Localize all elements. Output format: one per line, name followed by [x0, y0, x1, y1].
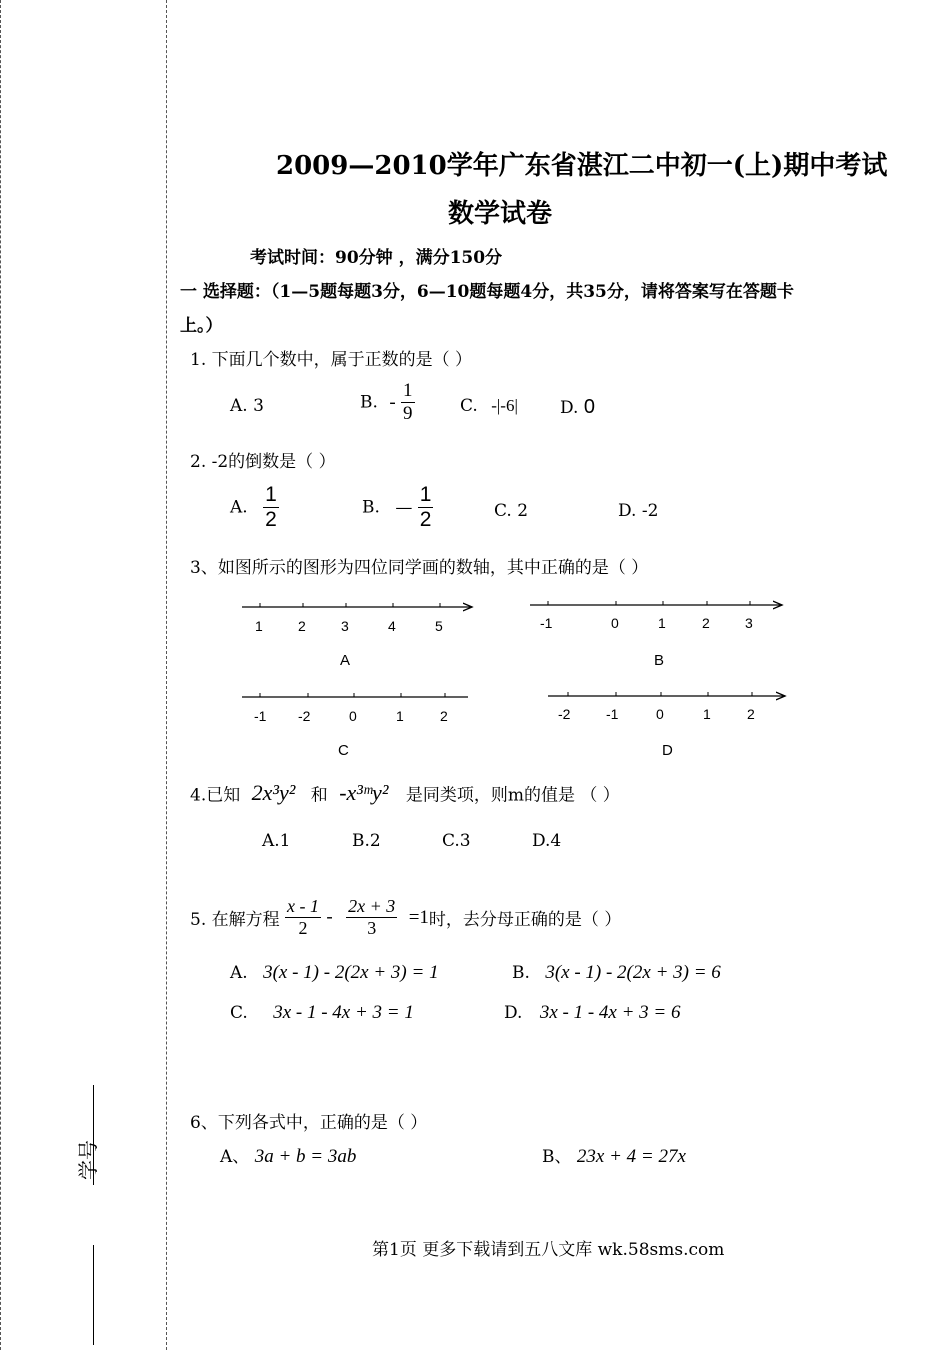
q5-option-c	[230, 1002, 414, 1024]
q2-a-label: A.	[230, 497, 248, 518]
q6-a-label: A、	[220, 1147, 250, 1167]
q5-equals: =1	[408, 906, 429, 928]
q2-a-fraction	[263, 483, 279, 532]
student-id-line-bottom	[93, 1245, 94, 1345]
question-1: 1. 下面几个数中，属于正数的是（ ）	[190, 350, 473, 370]
q5-d-label: D.	[504, 1003, 523, 1023]
q2-option-b	[362, 483, 433, 532]
q5-option-a	[230, 962, 439, 984]
q5-minus: -	[326, 906, 333, 928]
axis-a-tick-2: 3	[341, 618, 349, 634]
q2-a-numerator: 1	[265, 483, 277, 506]
q4-option-d: D.4	[532, 831, 562, 851]
q2-option-d: D. -2	[618, 501, 659, 521]
q1-b-fraction	[401, 380, 415, 425]
q4-mid: 和	[310, 785, 328, 806]
q4-option-b: B.2	[352, 831, 381, 851]
q2-b-numerator: 1	[419, 483, 432, 506]
number-line-d	[548, 692, 785, 759]
student-id-label: 学号	[76, 1140, 100, 1180]
axis-c-label: C	[338, 742, 349, 759]
axis-d-tick-4: 2	[747, 706, 755, 722]
number-line-b	[530, 601, 782, 669]
q4-option-c: C.3	[442, 831, 471, 851]
axis-b-label: B	[654, 652, 665, 669]
q5-a-expr: 3(x - 1) - 2(2x + 3) = 1	[263, 962, 439, 983]
page-footer: 第1页 更多下载请到五八文库 wk.58sms.com	[372, 1240, 725, 1260]
axis-d-tick-2: 0	[656, 706, 664, 722]
q5-suffix: 时，去分母正确的是（ ）	[428, 910, 622, 930]
q1-option-b	[360, 380, 415, 425]
page-title: 2009—2010学年广东省湛江二中初一(上)期中考试	[276, 151, 888, 181]
q1-option-d	[560, 396, 595, 419]
q4-term2: -x³ᵐy²	[339, 780, 389, 805]
q2-option-c: C. 2	[494, 501, 529, 521]
q5-d-expr: 3x - 1 - 4x + 3 = 6	[539, 1002, 681, 1023]
q1-b-sign: -	[389, 391, 396, 413]
exam-info: 考试时间：90分钟 ，满分150分	[250, 248, 503, 268]
axis-c-tick-2: 0	[349, 708, 357, 724]
axis-b-tick-3: 2	[702, 615, 710, 631]
q2-b-label: B.	[362, 497, 380, 518]
axis-a-tick-4: 5	[435, 618, 443, 634]
q1-c-label: C.	[460, 396, 478, 416]
question-4	[190, 780, 620, 806]
q1-b-denominator: 9	[403, 403, 413, 424]
q5-c-label: C.	[230, 1003, 248, 1023]
q5-f2-numerator: 2x + 3	[348, 896, 396, 916]
q5-a-label: A.	[230, 963, 248, 983]
q1-option-c	[460, 396, 518, 416]
question-2: 2. -2的倒数是（ ）	[190, 452, 336, 472]
axis-d-label: D	[662, 742, 673, 759]
axis-a-tick-0: 1	[255, 618, 263, 634]
q2-b-fraction	[418, 483, 434, 532]
q1-b-label: B.	[360, 392, 378, 413]
q1-d-value: 0	[583, 396, 595, 418]
q2-b-denominator: 2	[419, 508, 432, 531]
q5-b-label: B.	[512, 963, 530, 983]
q5-f1-denominator: 2	[298, 918, 308, 938]
q2-a-denominator: 2	[265, 508, 277, 531]
q5-c-expr: 3x - 1 - 4x + 3 = 1	[273, 1002, 414, 1023]
q4-suffix: 是同类项，则m的值是 （ ）	[405, 785, 620, 806]
page-subtitle: 数学试卷	[448, 199, 553, 229]
section-heading-cont: 上。）	[180, 316, 223, 336]
q1-b-numerator: 1	[403, 380, 413, 401]
axis-c-tick-3: 1	[396, 708, 404, 724]
q6-b-label: B、	[542, 1147, 572, 1167]
question-6: 6、下列各式中，正确的是（ ）	[190, 1113, 428, 1133]
q5-fraction-1	[285, 896, 321, 939]
q5-b-expr: 3(x - 1) - 2(2x + 3) = 6	[545, 962, 721, 983]
axis-b-tick-1: 0	[611, 615, 619, 631]
axis-d-tick-0: -2	[558, 706, 571, 722]
axis-c-tick-1: -2	[298, 708, 311, 724]
number-line-c	[242, 693, 468, 759]
question-3: 3、如图所示的图形为四位同学画的数轴，其中正确的是（ ）	[190, 558, 649, 578]
q6-option-b	[542, 1142, 686, 1168]
question-5	[190, 896, 621, 939]
q2-option-a	[230, 483, 279, 532]
q6-b-expr: 23x + 4 = 27x	[576, 1146, 686, 1167]
axis-a-label: A	[340, 652, 351, 669]
number-line-figures	[230, 595, 830, 765]
q4-term1: 2x³y²	[251, 780, 296, 805]
q5-option-b	[512, 962, 721, 984]
axis-a-tick-3: 4	[388, 618, 396, 634]
q5-prefix: 5. 在解方程	[190, 910, 280, 930]
q6-option-a	[220, 1142, 356, 1168]
q6-a-expr: 3a + b = 3ab	[254, 1146, 357, 1167]
q5-f1-numerator: x - 1	[287, 896, 320, 916]
q1-d-label: D.	[560, 398, 579, 418]
axis-d-tick-3: 1	[703, 706, 711, 722]
q1-c-expr: -|-6|	[491, 396, 518, 415]
section-heading: 一 选择题：（1—5题每题3分，6—10题每题4分，共35分，请将答案写在答题卡	[180, 282, 794, 302]
number-line-a	[242, 603, 472, 669]
axis-c-tick-4: 2	[440, 708, 448, 724]
q4-prefix: 4.已知	[190, 785, 241, 806]
axis-c-tick-0: -1	[254, 708, 267, 724]
q5-option-d	[504, 1002, 681, 1024]
axis-d-tick-1: -1	[606, 706, 619, 722]
q5-f2-denominator: 3	[367, 918, 377, 938]
axis-b-tick-2: 1	[658, 615, 666, 631]
axis-b-tick-0: -1	[540, 615, 553, 631]
q4-option-a: A.1	[262, 831, 291, 851]
axis-b-tick-4: 3	[745, 615, 753, 631]
q5-fraction-2	[346, 896, 397, 939]
q2-b-sign: —	[395, 497, 413, 518]
q1-option-a: A. 3	[230, 396, 264, 416]
axis-a-tick-1: 2	[298, 618, 306, 634]
